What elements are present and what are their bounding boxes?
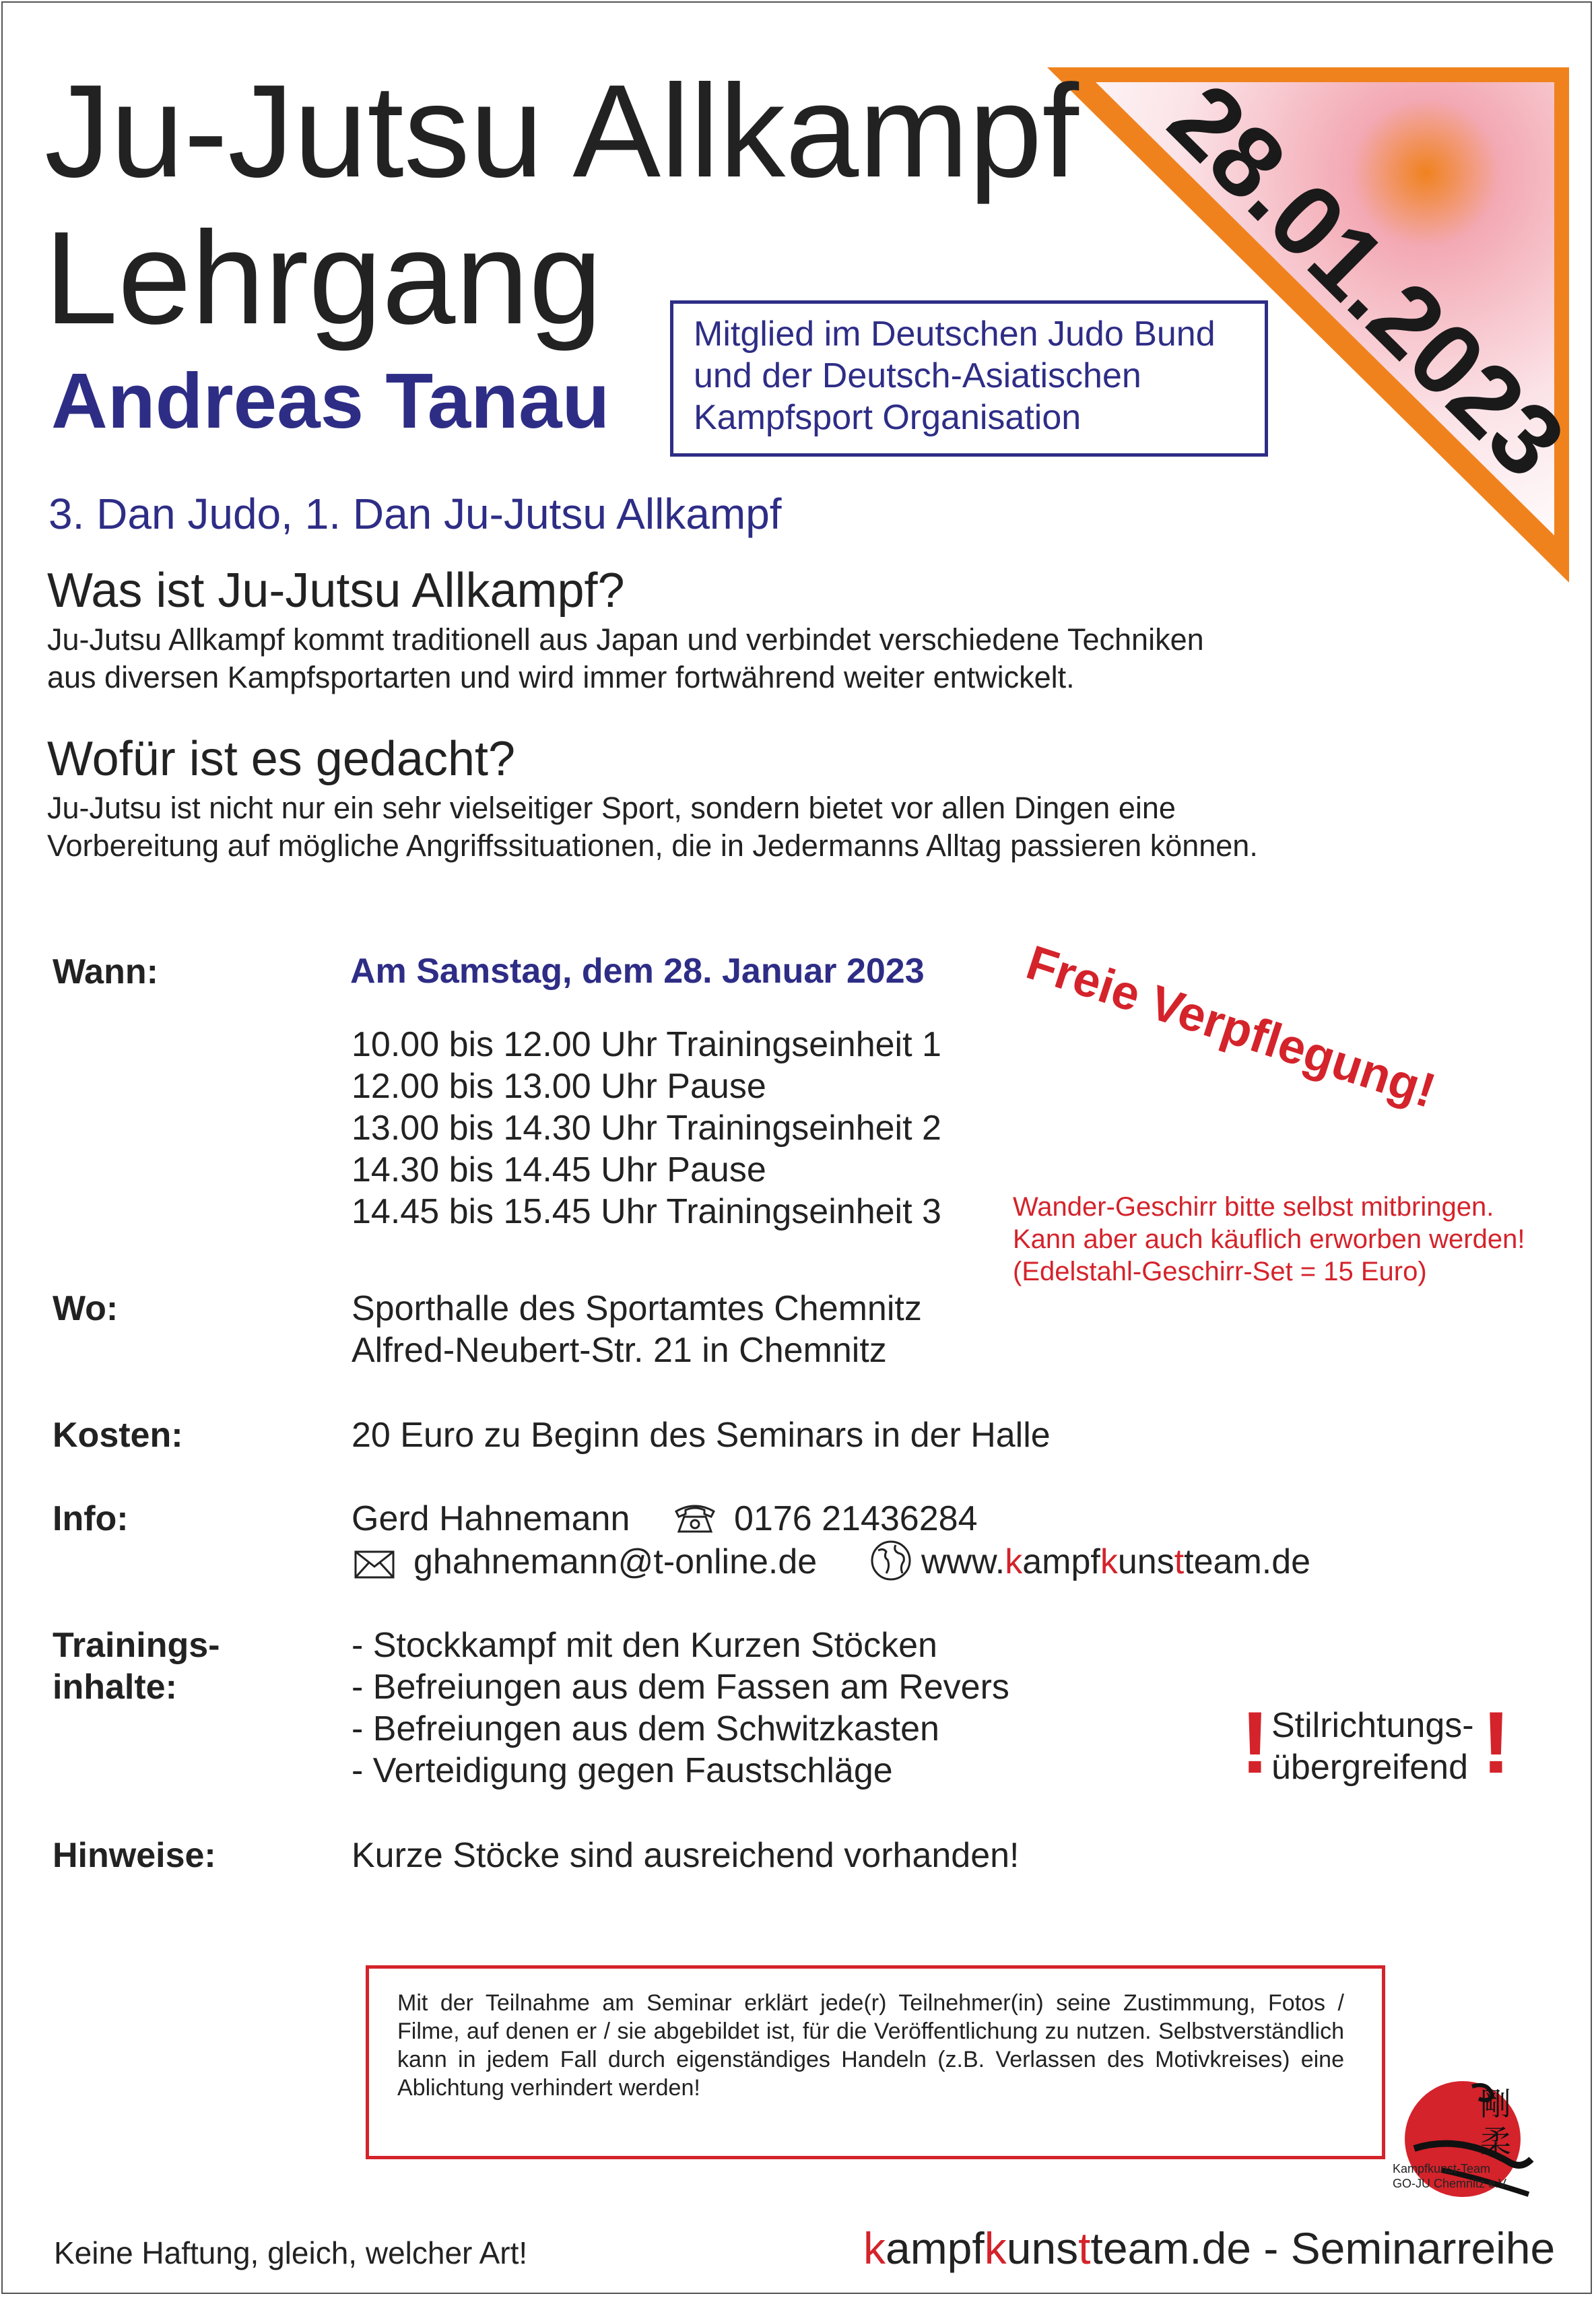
training-label-line1: Trainings-: [53, 1626, 220, 1665]
section1-heading: Was ist Ju-Jutsu Allkampf?: [47, 564, 625, 618]
phone-icon: [673, 1499, 717, 1534]
section1-line2: aus diversen Kampfsportarten und wird immer fortwährend weiter entwickelt.: [47, 660, 1075, 694]
web-part-uns: uns: [1117, 1542, 1174, 1581]
schedule-item: 10.00 bis 12.00 Uhr Trainingseinheit 1: [352, 1025, 941, 1064]
envelope-icon: [354, 1550, 395, 1579]
contact-name: Gerd Hahnemann: [352, 1499, 630, 1538]
schedule-item: 13.00 bis 14.30 Uhr Trainingseinheit 2: [352, 1109, 941, 1148]
contact-email[interactable]: ghahnemann@t-online.de: [413, 1542, 818, 1581]
club-logo: [1387, 2069, 1576, 2204]
kosten-value: 20 Euro zu Beginn des Seminars in der Halle: [352, 1416, 1051, 1455]
globe-icon: [870, 1540, 912, 1581]
title-line1: Ju-Jutsu Allkampf: [44, 57, 1079, 205]
info-label: Info:: [53, 1499, 129, 1538]
training-item: - Befreiungen aus dem Fassen am Revers: [352, 1668, 1009, 1707]
exclamation-right: !: [1482, 1693, 1511, 1792]
footer-part-k1: k: [863, 2223, 886, 2273]
wo-label: Wo:: [53, 1289, 119, 1328]
section2-line2: Vorbereitung auf mögliche Angriffssituationen, die in Jedermanns Alltag passieren können.: [47, 828, 1258, 863]
web-part-ampf: ampf: [1022, 1542, 1100, 1581]
hinweise-value: Kurze Stöcke sind ausreichend vorhanden!: [352, 1836, 1020, 1875]
contact-website[interactable]: [921, 1541, 1310, 1583]
section1-line1: Ju-Jutsu Allkampf kommt traditionell aus Japan und verbindet verschiedene Techniken: [47, 622, 1204, 657]
wo-line2: Alfred-Neubert-Str. 21 in Chemnitz: [352, 1331, 887, 1370]
date-banner-text: 28.01.2023: [1148, 62, 1587, 499]
dan-grades: 3. Dan Judo, 1. Dan Ju-Jutsu Allkampf: [48, 490, 782, 538]
footer-part-ampf: ampf: [886, 2223, 985, 2273]
wann-label: Wann:: [53, 952, 158, 991]
title-line2: Lehrgang: [44, 204, 603, 352]
membership-line2: und der Deutsch-Asiatischen: [694, 356, 1141, 395]
schedule-item: 14.30 bis 14.45 Uhr Pause: [352, 1150, 766, 1189]
training-item: - Verteidigung gegen Faustschläge: [352, 1751, 893, 1790]
footer-series-link[interactable]: [863, 2223, 1555, 2274]
footer-liability: Keine Haftung, gleich, welcher Art!: [54, 2235, 528, 2270]
web-part-k1: k: [1005, 1542, 1023, 1581]
section2-line1: Ju-Jutsu ist nicht nur ein sehr vielseitiger Sport, sondern bietet vor allen Dingen eine: [47, 791, 1176, 825]
kosten-label: Kosten:: [53, 1416, 183, 1455]
catering-headline: Freie Verpflegung!: [1020, 935, 1442, 1119]
footer-part-rest: team.de - Seminarreihe: [1090, 2223, 1556, 2273]
logo-caption1: Kampfkunst-Team: [1393, 2162, 1491, 2175]
web-part-k2: k: [1100, 1542, 1118, 1581]
web-part-t: t: [1174, 1542, 1185, 1581]
schedule-item: 12.00 bis 13.00 Uhr Pause: [352, 1067, 766, 1106]
membership-line3: Kampfsport Organisation: [694, 398, 1082, 437]
membership-box: [670, 300, 1268, 457]
logo-caption2: GO-JU Chemnitz e.V.: [1393, 2177, 1509, 2190]
catering-line1: Wander-Geschirr bitte selbst mitbringen.: [1013, 1192, 1494, 1222]
membership-line1: Mitglied im Deutschen Judo Bund: [694, 315, 1216, 354]
author-name: Andreas Tanau: [51, 357, 610, 445]
wann-date: Am Samstag, dem 28. Januar 2023: [350, 952, 925, 991]
section2-heading: Wofür ist es gedacht?: [47, 732, 516, 786]
catering-line2: Kann aber auch käuflich erworben werden!: [1013, 1224, 1525, 1254]
wo-line1: Sporthalle des Sportamtes Chemnitz: [352, 1289, 922, 1328]
logo-kanji-ju: 柔: [1480, 2124, 1511, 2160]
photo-consent-disclaimer: Mit der Teilnahme am Seminar erklärt jede(r) Teilnehmer(in) seine Zustimmung, Fotos / Filme, auf denen er / sie abgebildet ist, für die Veröffentlichung zu nutzen. Selbstverständlich kann in jedem Fall durch eigenständiges Handeln (z.B. Verlassen des Motivkreises) eine Ablichtung verhindert werden!: [366, 1965, 1385, 2159]
schedule-item: 14.45 bis 15.45 Uhr Trainingseinheit 3: [352, 1192, 941, 1231]
exclamation-left: !: [1240, 1693, 1270, 1792]
contact-phone[interactable]: 0176 21436284: [734, 1499, 978, 1538]
stil-line1: Stilrichtungs-: [1271, 1706, 1474, 1745]
catering-line3: (Edelstahl-Geschirr-Set = 15 Euro): [1013, 1257, 1427, 1286]
stil-line2: übergreifend: [1271, 1748, 1468, 1787]
training-item: - Befreiungen aus dem Schwitzkasten: [352, 1709, 939, 1748]
footer-part-uns: uns: [1006, 2223, 1079, 2273]
training-item: - Stockkampf mit den Kurzen Stöcken: [352, 1626, 937, 1665]
footer-part-t: t: [1078, 2223, 1091, 2273]
logo-kanji-go: 剛: [1480, 2086, 1511, 2122]
web-prefix: www.: [921, 1542, 1005, 1581]
training-label-line2: inhalte:: [53, 1668, 177, 1707]
web-part-team: team.de: [1184, 1542, 1311, 1581]
hinweise-label: Hinweise:: [53, 1836, 216, 1875]
footer-part-k2: k: [984, 2223, 1007, 2273]
